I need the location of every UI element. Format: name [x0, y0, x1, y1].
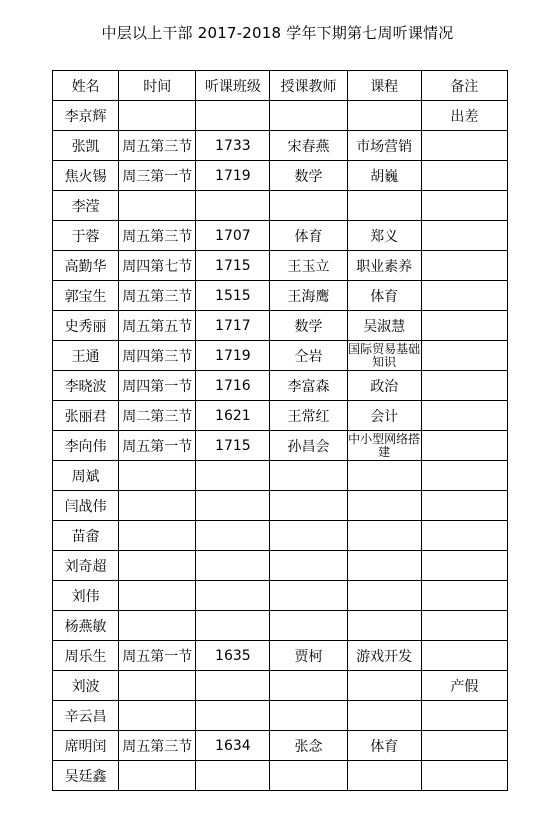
- cell-time: 周五第三节: [119, 281, 196, 311]
- cell-class: 1715: [196, 431, 270, 461]
- cell-course: 中小型网络搭建: [348, 431, 421, 459]
- cell-course: 体育: [347, 281, 421, 311]
- header-note: 备注: [421, 71, 507, 101]
- cell-note: [421, 611, 507, 641]
- cell-course: [347, 581, 421, 611]
- cell-teacher: 数学: [270, 311, 347, 341]
- table-row: [53, 761, 508, 791]
- cell-teacher: [270, 101, 347, 131]
- cell-class: [196, 581, 270, 611]
- table-row: [53, 131, 508, 161]
- cell-name: 苗畲: [53, 521, 119, 551]
- table-row: [53, 341, 508, 371]
- cell-name: 李京辉: [53, 101, 119, 131]
- cell-teacher: 贾柯: [270, 641, 347, 671]
- cell-course: [347, 521, 421, 551]
- table-row: [53, 401, 508, 431]
- cell-time: [119, 551, 196, 581]
- header-teacher: 授课教师: [270, 71, 347, 101]
- cell-name: 高勤华: [53, 251, 119, 281]
- cell-teacher: 张念: [270, 731, 347, 761]
- cell-note: [421, 761, 507, 791]
- cell-note: [421, 431, 507, 461]
- header-class: 听课班级: [196, 71, 270, 101]
- cell-note: [421, 461, 507, 491]
- cell-teacher: 数学: [270, 161, 347, 191]
- cell-class: [196, 611, 270, 641]
- cell-note: 产假: [421, 671, 507, 701]
- cell-teacher: 王玉立: [270, 251, 347, 281]
- cell-class: 1635: [196, 641, 270, 671]
- table-row: [53, 491, 508, 521]
- cell-teacher: [270, 521, 347, 551]
- cell-time: [119, 521, 196, 551]
- cell-course: 政治: [347, 371, 421, 401]
- cell-time: [119, 671, 196, 701]
- cell-teacher: [270, 581, 347, 611]
- cell-note: [421, 131, 507, 161]
- cell-name: 周乐生: [53, 641, 119, 671]
- cell-name: 刘奇超: [53, 551, 119, 581]
- table-row: [53, 461, 508, 491]
- table-body: [53, 101, 508, 791]
- cell-time: [119, 461, 196, 491]
- cell-course: [347, 761, 421, 791]
- cell-teacher: 王常红: [270, 401, 347, 431]
- table-row: [53, 221, 508, 251]
- table-row: [53, 431, 508, 461]
- lecture-attendance-table: [52, 70, 508, 791]
- cell-note: [421, 221, 507, 251]
- cell-teacher: 王海鹰: [270, 281, 347, 311]
- cell-name: 李晓波: [53, 371, 119, 401]
- cell-time: 周五第五节: [119, 311, 196, 341]
- cell-class: 1515: [196, 281, 270, 311]
- cell-class: [196, 521, 270, 551]
- cell-time: [119, 761, 196, 791]
- cell-course: 吴淑慧: [347, 311, 421, 341]
- cell-course: [347, 671, 421, 701]
- cell-name: 周斌: [53, 461, 119, 491]
- cell-course: 国际贸易基础知识: [348, 341, 421, 369]
- cell-course: 体育: [347, 731, 421, 761]
- cell-name: 张丽君: [53, 401, 119, 431]
- table-row: [53, 521, 508, 551]
- cell-class: [196, 671, 270, 701]
- cell-teacher: 孙昌会: [270, 431, 347, 461]
- cell-name: 史秀丽: [53, 311, 119, 341]
- cell-name: 刘波: [53, 671, 119, 701]
- document-title: 中层以上干部 2017-2018 学年下期第七周听课情况: [101, 24, 454, 42]
- cell-class: [196, 761, 270, 791]
- cell-time: [119, 701, 196, 731]
- cell-class: 1733: [196, 131, 270, 161]
- cell-note: [421, 281, 507, 311]
- header-course: 课程: [347, 71, 421, 101]
- cell-teacher: [270, 461, 347, 491]
- cell-note: 出差: [421, 101, 507, 131]
- cell-course: 市场营销: [347, 131, 421, 161]
- cell-time: 周五第一节: [119, 431, 196, 461]
- table-row: [53, 371, 508, 401]
- cell-name: 李向伟: [53, 431, 119, 461]
- cell-name: 郭宝生: [53, 281, 119, 311]
- cell-time: 周五第三节: [119, 731, 196, 761]
- cell-time: 周五第三节: [119, 221, 196, 251]
- table-row: [53, 251, 508, 281]
- cell-note: [421, 731, 507, 761]
- cell-time: 周三第一节: [119, 161, 196, 191]
- cell-class: [196, 191, 270, 221]
- table-row: [53, 641, 508, 671]
- cell-class: [196, 551, 270, 581]
- cell-note: [421, 551, 507, 581]
- cell-teacher: [270, 671, 347, 701]
- cell-class: [196, 461, 270, 491]
- cell-class: 1621: [196, 401, 270, 431]
- cell-note: [421, 341, 507, 371]
- table-row: [53, 701, 508, 731]
- cell-time: 周四第七节: [119, 251, 196, 281]
- cell-teacher: 宋春燕: [270, 131, 347, 161]
- cell-course: [347, 701, 421, 731]
- cell-teacher: [270, 191, 347, 221]
- cell-name: 焦火锡: [53, 161, 119, 191]
- cell-class: 1719: [196, 341, 270, 371]
- header-time: 时间: [119, 71, 196, 101]
- cell-note: [421, 521, 507, 551]
- table-row: [53, 731, 508, 761]
- cell-time: 周四第三节: [119, 341, 196, 371]
- cell-course: [347, 191, 421, 221]
- cell-course: 会计: [347, 401, 421, 431]
- cell-time: [119, 191, 196, 221]
- cell-course: 职业素养: [347, 251, 421, 281]
- cell-course: [347, 461, 421, 491]
- cell-name: 辛云昌: [53, 701, 119, 731]
- cell-note: [421, 491, 507, 521]
- table-row: [53, 671, 508, 701]
- cell-class: [196, 491, 270, 521]
- cell-name: 刘伟: [53, 581, 119, 611]
- cell-note: [421, 251, 507, 281]
- cell-class: 1717: [196, 311, 270, 341]
- cell-name: 吴廷鑫: [53, 761, 119, 791]
- table-row: [53, 551, 508, 581]
- cell-class: 1715: [196, 251, 270, 281]
- cell-class: 1634: [196, 731, 270, 761]
- cell-teacher: [270, 491, 347, 521]
- cell-teacher: [270, 551, 347, 581]
- cell-class: 1707: [196, 221, 270, 251]
- table-row: [53, 161, 508, 191]
- cell-name: 李滢: [53, 191, 119, 221]
- cell-teacher: 仝岩: [270, 341, 347, 371]
- table-row: [53, 281, 508, 311]
- cell-course: [347, 611, 421, 641]
- cell-class: 1719: [196, 161, 270, 191]
- cell-class: 1716: [196, 371, 270, 401]
- cell-course: [347, 551, 421, 581]
- cell-name: 席明闰: [53, 731, 119, 761]
- cell-name: 于蓉: [53, 221, 119, 251]
- cell-note: [421, 401, 507, 431]
- table-row: [53, 191, 508, 221]
- cell-teacher: 李富森: [270, 371, 347, 401]
- cell-time: 周五第三节: [119, 131, 196, 161]
- cell-name: 闫战伟: [53, 491, 119, 521]
- cell-note: [421, 191, 507, 221]
- table-row: [53, 611, 508, 641]
- cell-course: [347, 101, 421, 131]
- cell-time: 周二第三节: [119, 401, 196, 431]
- cell-course: 郑义: [347, 221, 421, 251]
- cell-time: [119, 101, 196, 131]
- cell-note: [421, 311, 507, 341]
- table-row: [53, 581, 508, 611]
- cell-course: [347, 491, 421, 521]
- cell-note: [421, 371, 507, 401]
- header-name: 姓名: [53, 71, 119, 101]
- cell-time: [119, 581, 196, 611]
- cell-teacher: [270, 761, 347, 791]
- cell-teacher: 体育: [270, 221, 347, 251]
- cell-teacher: [270, 701, 347, 731]
- header-row: [53, 71, 508, 101]
- cell-class: [196, 701, 270, 731]
- cell-note: [421, 161, 507, 191]
- table-row: [53, 311, 508, 341]
- cell-note: [421, 581, 507, 611]
- cell-class: [196, 101, 270, 131]
- cell-time: [119, 611, 196, 641]
- cell-note: [421, 641, 507, 671]
- cell-course: 游戏开发: [347, 641, 421, 671]
- cell-note: [421, 701, 507, 731]
- cell-name: 杨燕敏: [53, 611, 119, 641]
- cell-course: 胡巍: [347, 161, 421, 191]
- cell-time: [119, 491, 196, 521]
- cell-teacher: [270, 611, 347, 641]
- cell-time: 周四第一节: [119, 371, 196, 401]
- cell-name: 王通: [53, 341, 119, 371]
- cell-name: 张凯: [53, 131, 119, 161]
- table-row: [53, 101, 508, 131]
- cell-time: 周五第一节: [119, 641, 196, 671]
